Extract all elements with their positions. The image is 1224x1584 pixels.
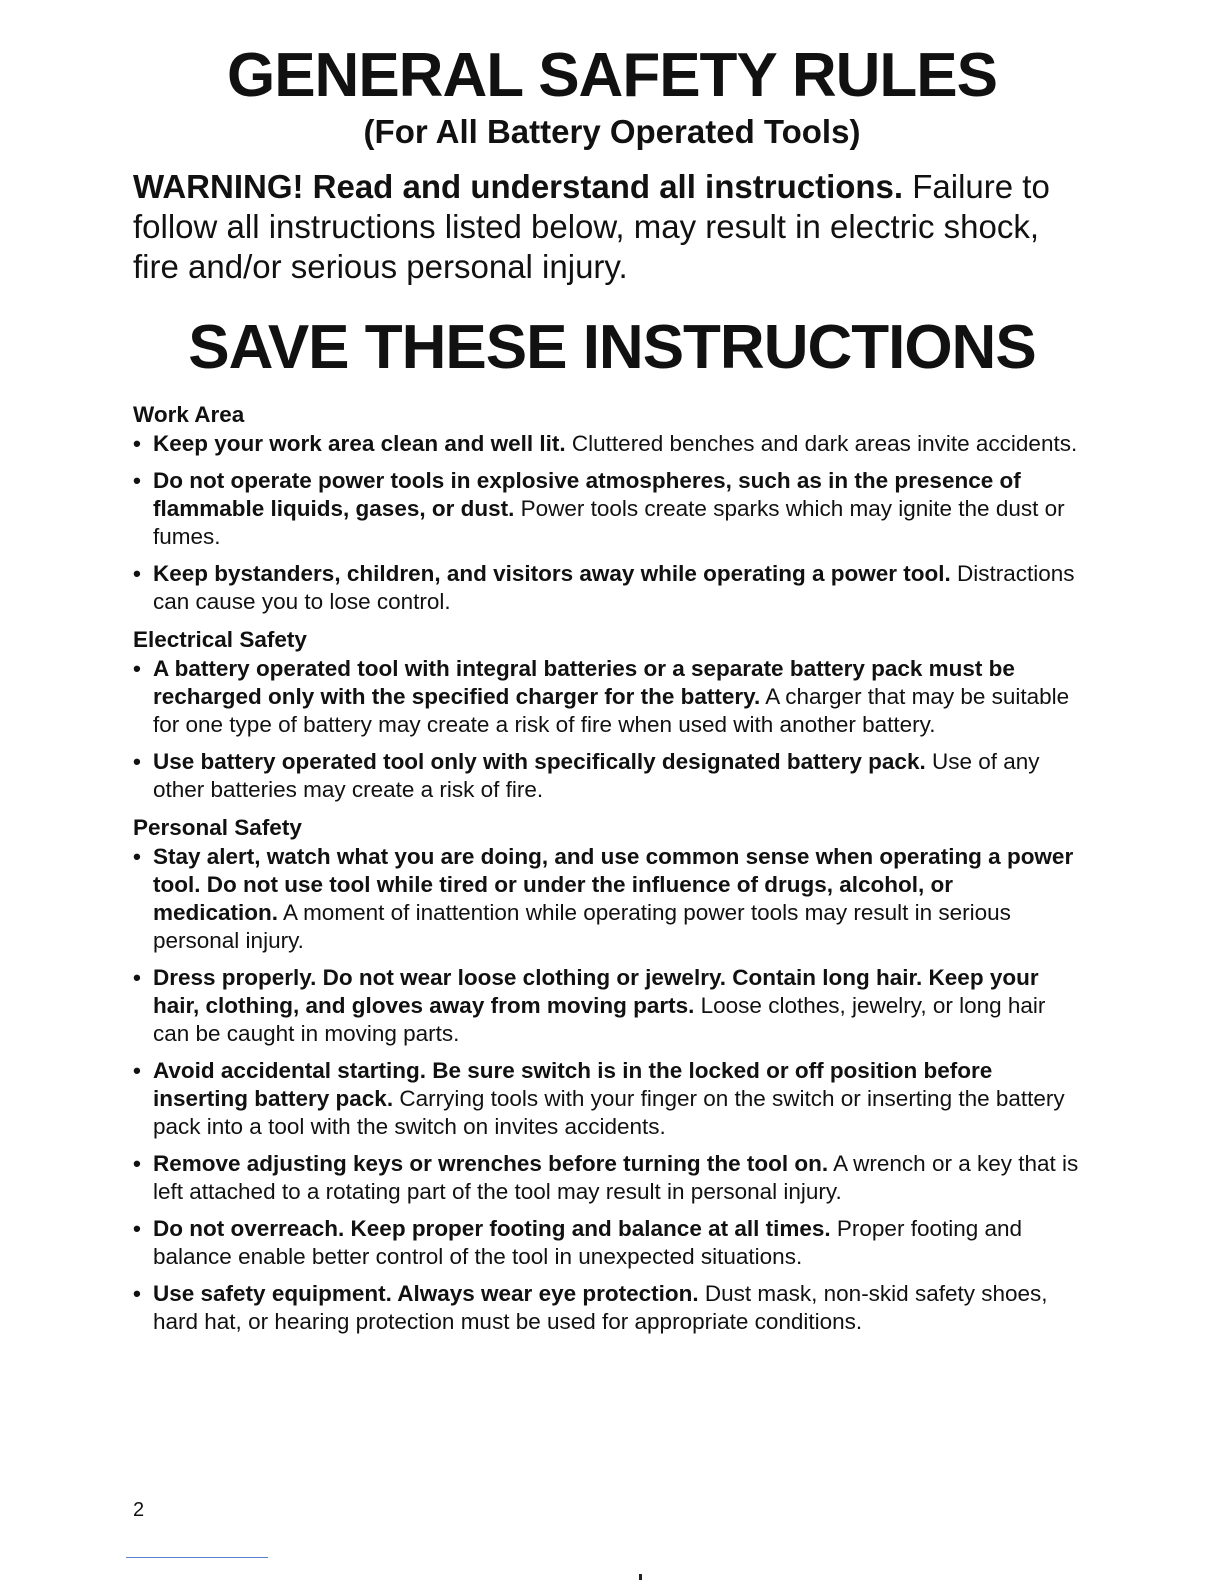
rule-lead: Stay alert, watch what you are doing, and use common sense when operating a power tool. Do not use tool while tired or under the influence of drugs, alcohol, or medication. — [153, 844, 1074, 925]
rule-item — [133, 655, 1079, 739]
rule-text: A wrench or a key that is left attached to a rotating part of the tool may result in personal injury. — [153, 1151, 1079, 1204]
page-subtitle: (For All Battery Operated Tools) — [363, 113, 861, 150]
rule-lead: Use safety equipment. Always wear eye protection. — [153, 1281, 699, 1306]
bullet: • — [133, 1058, 141, 1083]
save-instructions-heading: SAVE THESE INSTRUCTIONS — [188, 313, 1036, 382]
bullet: • — [133, 468, 141, 493]
footer-divider — [126, 1557, 268, 1558]
rule-text: Distractions can cause you to lose control. — [153, 561, 1075, 614]
rule-item — [133, 560, 1079, 616]
rule-item — [133, 1150, 1079, 1206]
page-title: GENERAL SAFETY RULES — [226, 41, 998, 110]
rule-item — [133, 1057, 1079, 1141]
rule-lead: Avoid accidental starting. Be sure switch is in the locked or off position before inserting battery pack. — [153, 1058, 993, 1111]
rule-lead: Do not overreach. Keep proper footing and balance at all times. — [153, 1216, 831, 1241]
rule-lead: Remove adjusting keys or wrenches before turning the tool on. — [153, 1151, 829, 1176]
rule-item — [133, 843, 1079, 955]
rule-item — [133, 964, 1079, 1048]
rule-item — [133, 1280, 1079, 1336]
warning-lead: WARNING! Read and understand all instructions. — [133, 168, 904, 205]
bullet: • — [133, 1281, 141, 1306]
page-number: 2 — [133, 1499, 145, 1521]
rule-item — [133, 1215, 1079, 1271]
scan-mark — [639, 1574, 642, 1580]
rule-text: Loose clothes, jewelry, or long hair can be caught in moving parts. — [153, 993, 1046, 1046]
rule-lead: Keep your work area clean and well lit. — [153, 431, 566, 456]
rule-text: Carrying tools with your finger on the switch or inserting the battery pack into a tool with the switch on invites accidents. — [153, 1086, 1065, 1139]
rule-lead: A battery operated tool with integral batteries or a separate battery pack must be recharged only with the specified charger for the battery. — [153, 656, 1015, 709]
warning-paragraph — [133, 167, 1093, 287]
warning-text: Failure to follow all instructions listed below, may result in electric shock, fire and/or serious personal injury. — [133, 168, 1050, 285]
bullet: • — [133, 1151, 141, 1176]
rule-lead: Dress properly. Do not wear loose clothing or jewelry. Contain long hair. Keep your hair, clothing, and gloves away from moving parts. — [153, 965, 1039, 1018]
rule-lead: Use battery operated tool only with specifically designated battery pack. — [153, 749, 926, 774]
bullet: • — [133, 1216, 141, 1241]
rule-item — [133, 748, 1079, 804]
section-heading-work-area: Work Area — [133, 402, 245, 427]
section-heading-personal-safety: Personal Safety — [133, 815, 302, 840]
bullet: • — [133, 844, 141, 869]
rule-text: Cluttered benches and dark areas invite accidents. — [571, 431, 1078, 456]
rule-item — [133, 467, 1079, 551]
rule-lead: Keep bystanders, children, and visitors away while operating a power tool. — [153, 561, 951, 586]
rule-text: A moment of inattention while operating power tools may result in serious personal injury. — [153, 900, 1011, 953]
bullet: • — [133, 965, 141, 990]
bullet: • — [133, 431, 141, 456]
rule-text: Use of any other batteries may create a risk of fire. — [153, 749, 1040, 802]
rule-item — [133, 430, 1079, 458]
rule-text: Proper footing and balance enable better control of the tool in unexpected situations. — [153, 1216, 1023, 1269]
bullet: • — [133, 561, 141, 586]
section-heading-electrical-safety: Electrical Safety — [133, 627, 307, 652]
rule-lead: Do not operate power tools in explosive atmospheres, such as in the presence of flammable liquids, gases, or dust. — [153, 468, 1021, 521]
rule-text: Power tools create sparks which may ignite the dust or fumes. — [153, 496, 1065, 549]
rule-text: Dust mask, non-skid safety shoes, hard hat, or hearing protection must be used for appropriate conditions. — [153, 1281, 1048, 1334]
safety-rules — [133, 400, 1079, 1345]
bullet: • — [133, 656, 141, 681]
rule-text: A charger that may be suitable for one type of battery may create a risk of fire when used with another battery. — [153, 684, 1070, 737]
bullet: • — [133, 749, 141, 774]
